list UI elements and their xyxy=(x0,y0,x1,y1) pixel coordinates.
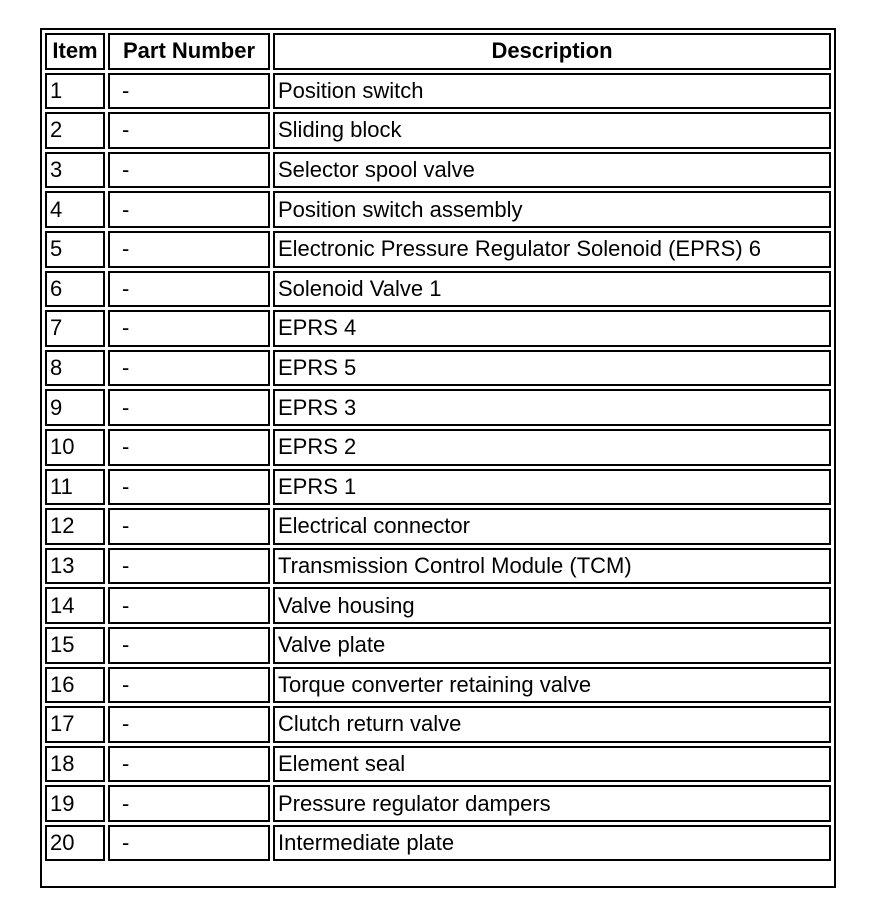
cell-item: 5 xyxy=(45,231,105,268)
table-row xyxy=(45,627,831,664)
table-row xyxy=(45,706,831,743)
cell-description: Torque converter retaining valve xyxy=(273,667,831,704)
cell-part-number: - xyxy=(108,469,270,506)
table-row xyxy=(45,587,831,624)
cell-item: 8 xyxy=(45,350,105,387)
parts-table-frame xyxy=(40,28,836,888)
table-row xyxy=(45,73,831,110)
cell-item: 7 xyxy=(45,310,105,347)
cell-description: Position switch xyxy=(273,73,831,110)
cell-item: 3 xyxy=(45,152,105,189)
cell-description: Transmission Control Module (TCM) xyxy=(273,548,831,585)
cell-item: 11 xyxy=(45,469,105,506)
cell-part-number: - xyxy=(108,587,270,624)
table-row xyxy=(45,350,831,387)
cell-part-number: - xyxy=(108,191,270,228)
table-row xyxy=(45,825,831,862)
cell-part-number: - xyxy=(108,627,270,664)
cell-item: 18 xyxy=(45,746,105,783)
cell-part-number: - xyxy=(108,152,270,189)
cell-description: Clutch return valve xyxy=(273,706,831,743)
table-row xyxy=(45,667,831,704)
cell-item: 15 xyxy=(45,627,105,664)
cell-part-number: - xyxy=(108,825,270,862)
table-row xyxy=(45,548,831,585)
table-row xyxy=(45,429,831,466)
cell-description: Valve plate xyxy=(273,627,831,664)
table-header-row xyxy=(45,33,831,70)
cell-item: 12 xyxy=(45,508,105,545)
table-row xyxy=(45,271,831,308)
cell-item: 2 xyxy=(45,112,105,149)
cell-description: Element seal xyxy=(273,746,831,783)
cell-description: EPRS 2 xyxy=(273,429,831,466)
cell-description: Electrical connector xyxy=(273,508,831,545)
header-item: Item xyxy=(45,33,105,70)
table-row xyxy=(45,152,831,189)
cell-description: Position switch assembly xyxy=(273,191,831,228)
cell-part-number: - xyxy=(108,667,270,704)
cell-description: Valve housing xyxy=(273,587,831,624)
cell-item: 6 xyxy=(45,271,105,308)
table-row xyxy=(45,231,831,268)
table-row xyxy=(45,191,831,228)
cell-description: Selector spool valve xyxy=(273,152,831,189)
cell-description: Pressure regulator dampers xyxy=(273,785,831,822)
cell-item: 13 xyxy=(45,548,105,585)
cell-item: 17 xyxy=(45,706,105,743)
table-row xyxy=(45,469,831,506)
table-row xyxy=(45,785,831,822)
cell-description: Intermediate plate xyxy=(273,825,831,862)
parts-table xyxy=(42,30,834,864)
cell-description: EPRS 5 xyxy=(273,350,831,387)
table-row xyxy=(45,746,831,783)
cell-part-number: - xyxy=(108,310,270,347)
table-row xyxy=(45,508,831,545)
cell-item: 20 xyxy=(45,825,105,862)
cell-item: 10 xyxy=(45,429,105,466)
cell-description: EPRS 3 xyxy=(273,389,831,426)
cell-item: 1 xyxy=(45,73,105,110)
cell-part-number: - xyxy=(108,389,270,426)
cell-description: Sliding block xyxy=(273,112,831,149)
cell-item: 14 xyxy=(45,587,105,624)
cell-description: Electronic Pressure Regulator Solenoid (EPRS) 6 xyxy=(273,231,831,268)
cell-part-number: - xyxy=(108,785,270,822)
cell-item: 19 xyxy=(45,785,105,822)
cell-part-number: - xyxy=(108,271,270,308)
cell-part-number: - xyxy=(108,706,270,743)
cell-part-number: - xyxy=(108,350,270,387)
cell-description: EPRS 1 xyxy=(273,469,831,506)
cell-item: 9 xyxy=(45,389,105,426)
cell-part-number: - xyxy=(108,508,270,545)
cell-part-number: - xyxy=(108,429,270,466)
cell-part-number: - xyxy=(108,73,270,110)
cell-item: 4 xyxy=(45,191,105,228)
table-body xyxy=(45,73,831,862)
cell-description: Solenoid Valve 1 xyxy=(273,271,831,308)
cell-description: EPRS 4 xyxy=(273,310,831,347)
table-row xyxy=(45,389,831,426)
header-description: Description xyxy=(273,33,831,70)
cell-item: 16 xyxy=(45,667,105,704)
table-row xyxy=(45,310,831,347)
cell-part-number: - xyxy=(108,548,270,585)
header-part-number: Part Number xyxy=(108,33,270,70)
cell-part-number: - xyxy=(108,112,270,149)
cell-part-number: - xyxy=(108,746,270,783)
cell-part-number: - xyxy=(108,231,270,268)
table-row xyxy=(45,112,831,149)
